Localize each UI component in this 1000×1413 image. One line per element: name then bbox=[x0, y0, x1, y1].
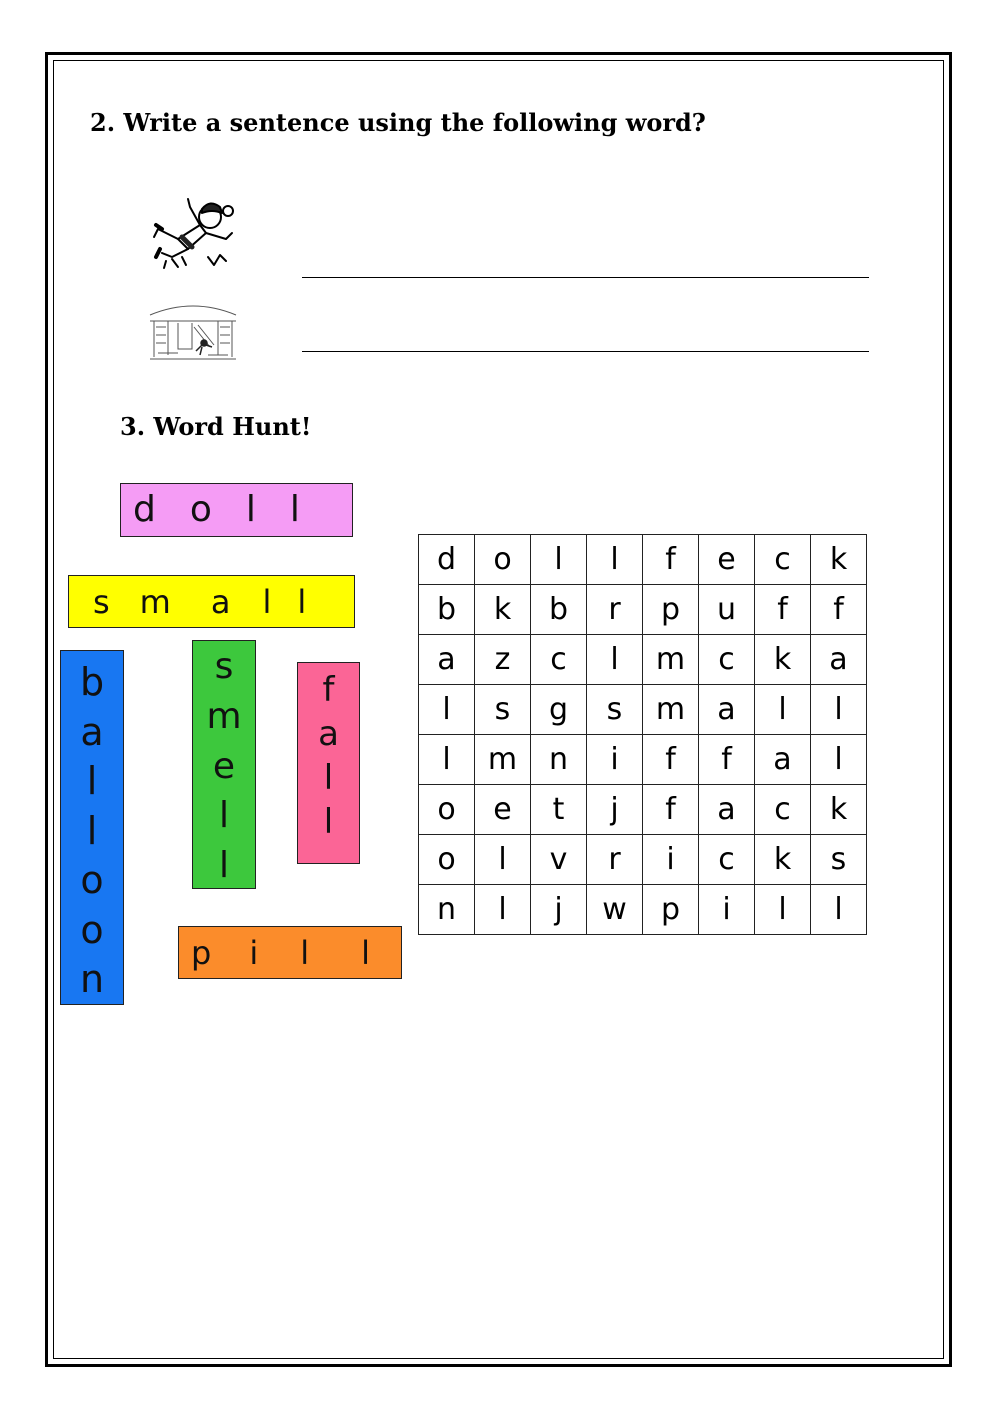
answer-line-2[interactable] bbox=[302, 351, 869, 352]
letter: d bbox=[133, 489, 156, 530]
grid-cell[interactable]: o bbox=[419, 785, 475, 835]
grid-cell[interactable]: l bbox=[419, 735, 475, 785]
answer-line-1[interactable] bbox=[302, 277, 869, 278]
letter: o bbox=[189, 489, 212, 530]
grid-cell[interactable]: l bbox=[755, 885, 811, 935]
question-2-title: 2. Write a sentence using the following word? bbox=[90, 108, 706, 137]
grid-cell[interactable]: l bbox=[755, 685, 811, 735]
grid-cell[interactable]: j bbox=[531, 885, 587, 935]
letter: f bbox=[322, 670, 335, 710]
letter: m bbox=[139, 582, 171, 621]
grid-cell[interactable]: o bbox=[475, 535, 531, 585]
grid-cell[interactable]: c bbox=[755, 785, 811, 835]
letter: o bbox=[80, 858, 104, 902]
grid-cell[interactable]: k bbox=[755, 835, 811, 885]
letter: l bbox=[297, 582, 307, 621]
grid-cell[interactable]: w bbox=[587, 885, 643, 935]
letter: l bbox=[86, 808, 98, 853]
grid-cell[interactable]: f bbox=[643, 785, 699, 835]
grid-cell[interactable]: f bbox=[643, 535, 699, 585]
letter: m bbox=[206, 695, 242, 737]
grid-row bbox=[419, 635, 867, 685]
grid-cell[interactable]: f bbox=[755, 585, 811, 635]
grid-cell[interactable]: l bbox=[419, 685, 475, 735]
letter: l bbox=[323, 802, 334, 842]
letter: e bbox=[212, 745, 236, 787]
grid-cell[interactable]: r bbox=[587, 835, 643, 885]
grid-cell[interactable]: k bbox=[811, 785, 867, 835]
letter: s bbox=[93, 582, 110, 621]
grid-cell[interactable]: i bbox=[643, 835, 699, 885]
grid-cell[interactable]: k bbox=[811, 535, 867, 585]
letter: a bbox=[210, 582, 231, 621]
grid-cell[interactable]: a bbox=[755, 735, 811, 785]
grid-cell[interactable]: t bbox=[531, 785, 587, 835]
word-tile-pill bbox=[178, 926, 402, 979]
grid-row bbox=[419, 735, 867, 785]
letter: l bbox=[245, 489, 256, 530]
grid-row bbox=[419, 585, 867, 635]
word-tile-doll bbox=[120, 483, 353, 537]
grid-cell[interactable]: c bbox=[531, 635, 587, 685]
grid-cell[interactable]: l bbox=[475, 835, 531, 885]
grid-cell[interactable]: n bbox=[531, 735, 587, 785]
letter: b bbox=[79, 660, 105, 704]
grid-row bbox=[419, 685, 867, 735]
grid-row bbox=[419, 785, 867, 835]
grid-cell[interactable]: e bbox=[699, 535, 755, 585]
grid-cell[interactable]: p bbox=[643, 885, 699, 935]
grid-cell[interactable]: f bbox=[643, 735, 699, 785]
grid-cell[interactable]: f bbox=[699, 735, 755, 785]
letter: l bbox=[218, 845, 229, 886]
grid-cell[interactable]: a bbox=[419, 635, 475, 685]
grid-cell[interactable]: e bbox=[475, 785, 531, 835]
grid-cell[interactable]: g bbox=[531, 685, 587, 735]
letter: n bbox=[79, 957, 105, 1001]
letter: l bbox=[289, 489, 300, 530]
falling-boy-icon bbox=[148, 195, 243, 270]
grid-cell[interactable]: b bbox=[531, 585, 587, 635]
grid-cell[interactable]: n bbox=[419, 885, 475, 935]
grid-cell[interactable]: l bbox=[811, 735, 867, 785]
grid-cell[interactable]: r bbox=[587, 585, 643, 635]
word-tile-fall bbox=[297, 662, 360, 864]
word-search-grid bbox=[418, 534, 867, 935]
grid-cell[interactable]: l bbox=[587, 635, 643, 685]
grid-cell[interactable]: a bbox=[699, 685, 755, 735]
grid-cell[interactable]: k bbox=[755, 635, 811, 685]
grid-cell[interactable]: f bbox=[811, 585, 867, 635]
grid-cell[interactable]: c bbox=[699, 635, 755, 685]
grid-cell[interactable]: l bbox=[531, 535, 587, 585]
grid-cell[interactable]: m bbox=[643, 685, 699, 735]
word-tile-smell bbox=[192, 640, 256, 889]
grid-cell[interactable]: c bbox=[755, 535, 811, 585]
letter: l bbox=[300, 933, 310, 972]
letter: a bbox=[318, 714, 339, 754]
letter: l bbox=[262, 582, 272, 621]
slippery-floor-scene-icon bbox=[148, 297, 238, 363]
letter: l bbox=[323, 758, 334, 798]
question-3-title: 3. Word Hunt! bbox=[120, 412, 312, 441]
grid-cell[interactable]: c bbox=[699, 835, 755, 885]
letter: s bbox=[214, 646, 234, 687]
grid-cell[interactable]: b bbox=[419, 585, 475, 635]
grid-cell[interactable]: u bbox=[699, 585, 755, 635]
letter: p bbox=[191, 933, 212, 972]
grid-cell[interactable]: a bbox=[699, 785, 755, 835]
grid-cell[interactable]: m bbox=[643, 635, 699, 685]
grid-cell[interactable]: i bbox=[587, 735, 643, 785]
grid-row bbox=[419, 835, 867, 885]
grid-cell[interactable]: l bbox=[811, 885, 867, 935]
grid-cell[interactable]: p bbox=[643, 585, 699, 635]
letter: o bbox=[80, 907, 104, 952]
word-tile-small bbox=[68, 575, 355, 628]
grid-cell[interactable]: l bbox=[811, 685, 867, 735]
grid-cell[interactable]: v bbox=[531, 835, 587, 885]
letter: a bbox=[80, 709, 104, 754]
grid-cell[interactable]: a bbox=[811, 635, 867, 685]
word-tile-balloon bbox=[60, 650, 124, 1005]
letter: l bbox=[218, 795, 229, 837]
grid-cell[interactable]: d bbox=[419, 535, 475, 585]
grid-cell[interactable]: j bbox=[587, 785, 643, 835]
grid-row bbox=[419, 885, 867, 935]
letter: i bbox=[249, 933, 259, 972]
letter: l bbox=[86, 759, 98, 803]
grid-cell[interactable]: l bbox=[475, 885, 531, 935]
grid-cell[interactable]: l bbox=[587, 535, 643, 585]
grid-cell[interactable]: m bbox=[475, 735, 531, 785]
grid-cell[interactable]: i bbox=[699, 885, 755, 935]
grid-cell[interactable]: s bbox=[475, 685, 531, 735]
grid-cell[interactable]: s bbox=[811, 835, 867, 885]
grid-cell[interactable]: k bbox=[475, 585, 531, 635]
grid-row bbox=[419, 535, 867, 585]
grid-cell[interactable]: s bbox=[587, 685, 643, 735]
grid-cell[interactable]: o bbox=[419, 835, 475, 885]
letter: l bbox=[361, 933, 370, 972]
grid-cell[interactable]: z bbox=[475, 635, 531, 685]
